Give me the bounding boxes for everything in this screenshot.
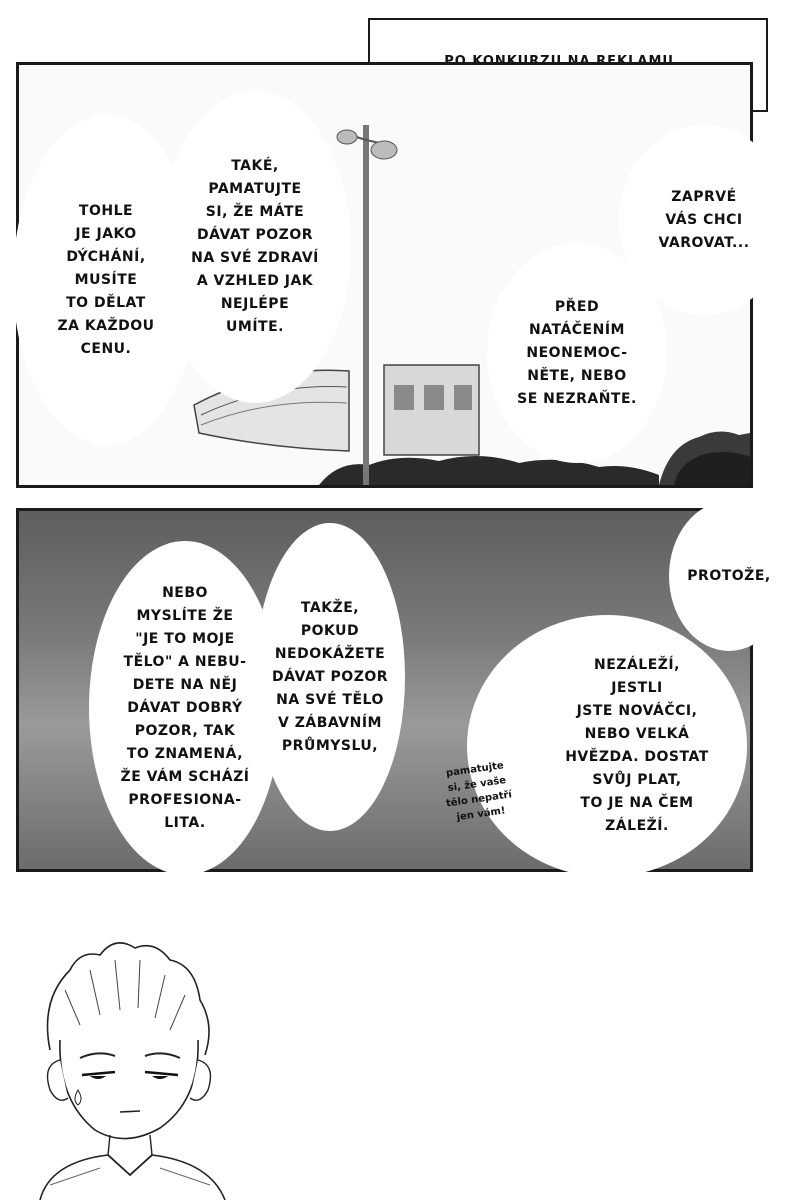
bubble-text: TAKŽE, POKUD NEDOKÁŽETE DÁVAT POZOR NA SVÉ TĚLO V ZÁBAVNÍM PRŮMYSLU, [271,599,389,754]
speech-bubble-because [669,501,789,651]
speech-bubble-entertainment [255,523,405,831]
bubble-text: PŘED NATÁČENÍM NEONEMOC- NĚTE, NEBO SE NEZRAŇTE. [517,298,637,407]
bubble-text: ZAPRVÉ VÁS CHCI VAROVAT... [658,188,750,251]
speech-bubble-doesnt-matter [467,615,747,877]
bubble-text: TAKÉ, PAMATUJTE SI, ŽE MÁTE DÁVAT POZOR NA SVÉ ZDRAVÍ A VZHLED JAK NEJLÉPE UMÍTE. [191,158,319,335]
speech-bubble-my-body [89,541,281,875]
bubble-text: PROTOŽE, [687,567,771,584]
bubble-text: NEBO MYSLÍTE ŽE "JE TO MOJE TĚLO" A NEBU- DETE NA NĚJ DÁVAT DOBRÝ POZOR, TAK TO ZNAMENÁ, ŽE VÁM SCHÁZÍ PROFESIONA- LITA. [120,584,250,831]
boy-character-illustration [20,930,230,1200]
panel-building [16,62,753,488]
speech-bubble-remember-health [159,91,351,403]
panel-speech [16,508,771,872]
speech-bubble-before-filming [487,243,667,463]
handwritten-note: pamatujte si, že vaše tělo nepatří jen vám! [445,760,513,824]
bubble-text: TOHLE JE JAKO DÝCHÁNÍ, MUSÍTE TO DĚLAT ZA KAŽDOU CENU. [57,202,155,357]
bubble-text: NEZÁLEŽÍ, JESTLI JSTE NOVÁČCI, NEBO VELKÁ HVĚZDA. DOSTAT SVŮJ PLAT, TO JE NA ČEM ZÁLEŽÍ. [565,657,709,834]
